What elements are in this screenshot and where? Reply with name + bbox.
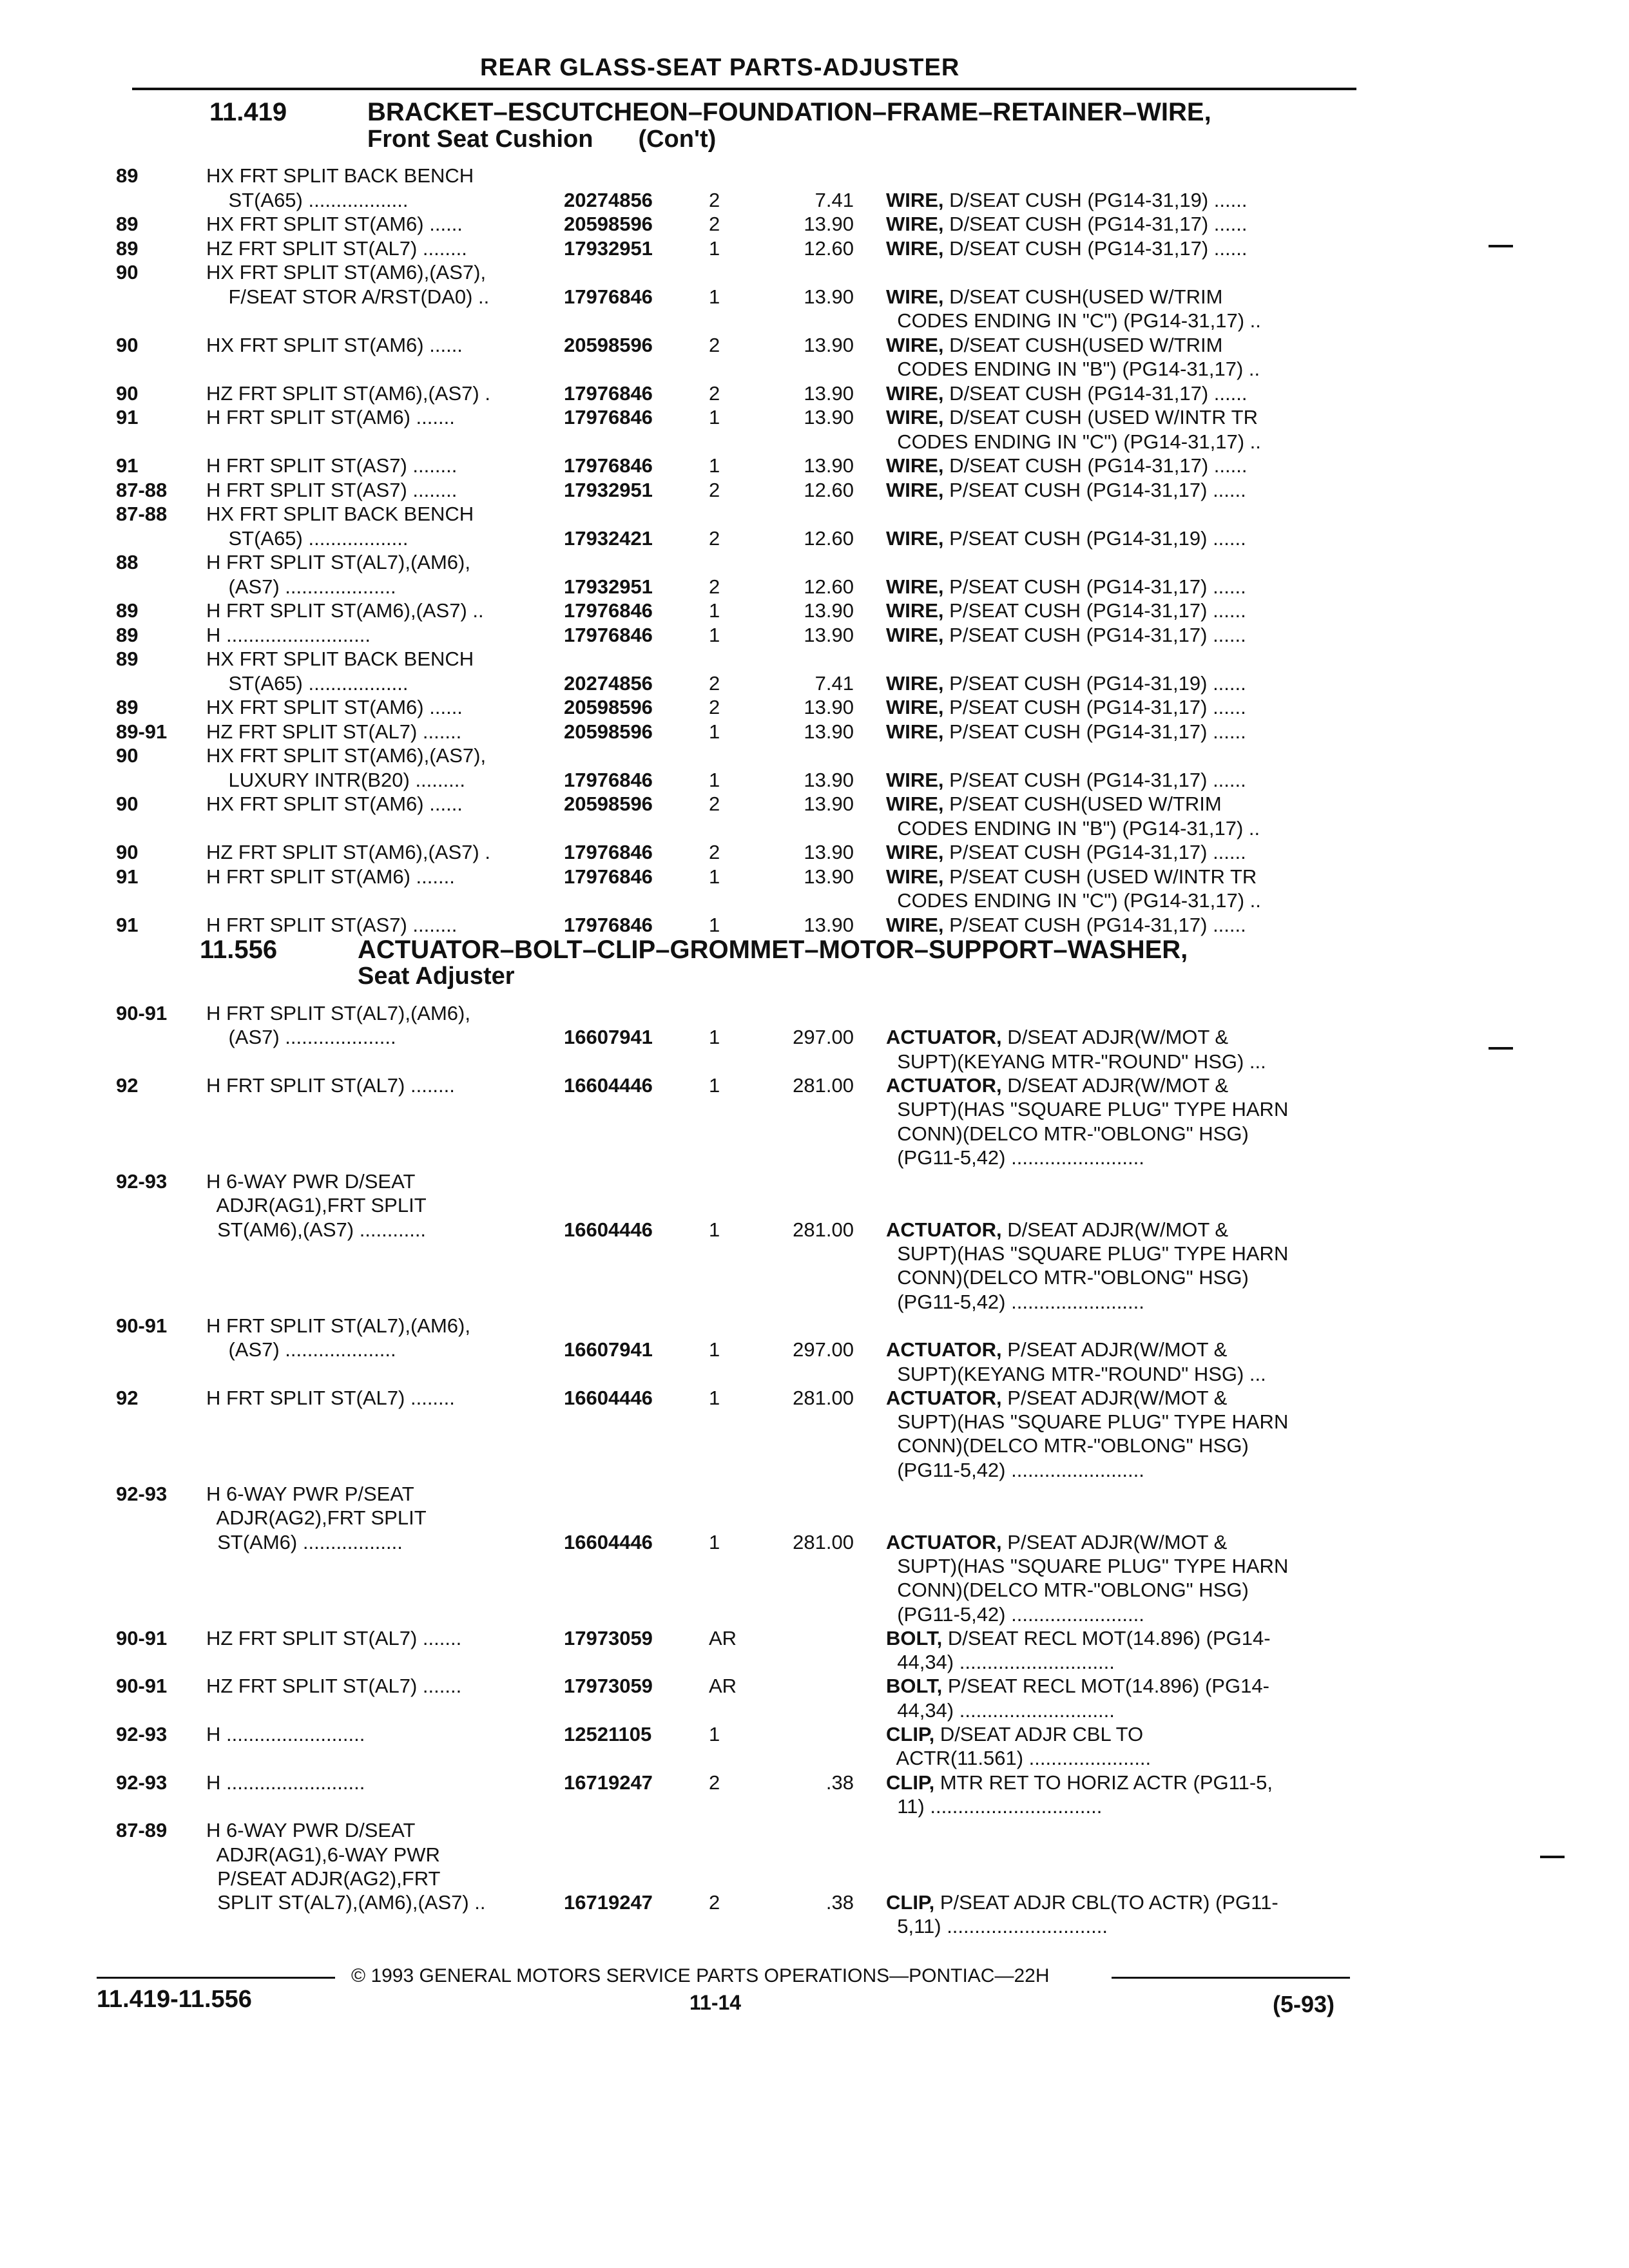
row-pn: 16719247 — [564, 1771, 653, 1794]
row-info: WIRE, D/SEAT CUSH (USED W/INTR TR — [886, 406, 1258, 428]
row-info: WIRE, D/SEAT CUSH (PG14-31,17) ...... — [886, 236, 1248, 260]
row-yr: 87-88 — [116, 478, 168, 501]
margin-mark — [1489, 1047, 1513, 1050]
row-info: 5,11) ............................. — [886, 1915, 1108, 1938]
row-pn: 17976846 — [564, 454, 653, 477]
row-pn: 17976846 — [564, 623, 653, 646]
row-info: ACTUATOR, D/SEAT ADJR(W/MOT & — [886, 1073, 1229, 1097]
row-pn: 17976846 — [564, 285, 653, 308]
row-pn: 17932951 — [564, 478, 653, 501]
row-qty: AR — [709, 1675, 737, 1698]
row-yr: 87-88 — [116, 503, 168, 525]
row-desc: HX FRT SPLIT ST(AM6) ...... — [206, 213, 463, 235]
row-price: 7.41 — [815, 188, 854, 211]
row-qty: 2 — [709, 793, 720, 815]
row-desc: H 6-WAY PWR P/SEAT — [206, 1483, 414, 1505]
row-qty: 1 — [709, 1218, 720, 1241]
row-desc: H FRT SPLIT ST(AM6),(AS7) .. — [206, 599, 484, 622]
row-desc: ADJR(AG1),FRT SPLIT — [206, 1194, 427, 1217]
row-info: WIRE, P/SEAT CUSH (PG14-31,19) ...... — [886, 526, 1246, 550]
section-subtitle: Seat Adjuster — [358, 963, 515, 990]
row-desc: H FRT SPLIT ST(AS7) ........ — [206, 454, 458, 477]
row-price: 13.90 — [804, 213, 854, 235]
row-qty: 2 — [709, 696, 720, 718]
row-qty: 2 — [709, 381, 720, 405]
row-desc: ST(AM6),(AS7) ............ — [206, 1218, 427, 1241]
row-info: SUPT)(HAS "SQUARE PLUG" TYPE HARN — [886, 1410, 1289, 1434]
row-price: 12.60 — [804, 236, 854, 260]
row-desc: H FRT SPLIT ST(AM6) ....... — [206, 865, 455, 888]
row-qty: 2 — [709, 575, 720, 598]
row-price: 13.90 — [804, 913, 854, 936]
row-yr: 90 — [116, 744, 139, 767]
row-pn: 17932951 — [564, 236, 653, 260]
row-desc: F/SEAT STOR A/RST(DA0) .. — [206, 285, 490, 308]
row-info: ACTR(11.561) ...................... — [886, 1747, 1152, 1770]
row-yr: 91 — [116, 865, 139, 888]
row-qty: 1 — [709, 1073, 720, 1097]
row-price: 13.90 — [804, 720, 854, 743]
row-pn: 17976846 — [564, 865, 653, 888]
row-price: 13.90 — [804, 768, 854, 791]
row-desc: HX FRT SPLIT ST(AM6) ...... — [206, 696, 463, 718]
row-yr: 90 — [116, 841, 139, 863]
row-qty: 1 — [709, 454, 720, 477]
row-pn: 16719247 — [564, 1891, 653, 1914]
row-qty: 1 — [709, 913, 720, 936]
footer-date: (5-93) — [1273, 1991, 1335, 2017]
row-info: CLIP, D/SEAT ADJR CBL TO — [886, 1723, 1144, 1745]
row-info: WIRE, P/SEAT CUSH(USED W/TRIM — [886, 793, 1222, 815]
row-pn: 20274856 — [564, 188, 653, 211]
row-desc: HX FRT SPLIT BACK BENCH — [206, 164, 474, 187]
row-desc: H FRT SPLIT ST(AL7) ........ — [206, 1073, 455, 1097]
section-subtitle — [367, 126, 716, 153]
row-pn: 17976846 — [564, 768, 653, 791]
row-price: 12.60 — [804, 526, 854, 550]
row-desc: ADJR(AG2),FRT SPLIT — [206, 1506, 427, 1530]
row-info: WIRE, P/SEAT CUSH (PG14-31,17) ...... — [886, 768, 1246, 791]
row-info: WIRE, P/SEAT CUSH (USED W/INTR TR — [886, 865, 1257, 888]
row-qty: 1 — [709, 768, 720, 791]
row-pn: 16604446 — [564, 1073, 653, 1097]
row-price: 12.60 — [804, 575, 854, 598]
row-price: 13.90 — [804, 406, 854, 428]
row-info: CODES ENDING IN "B") (PG14-31,17) .. — [886, 816, 1260, 840]
row-price: 13.90 — [804, 381, 854, 405]
row-info: 44,34) ............................ — [886, 1698, 1115, 1722]
row-info: CODES ENDING IN "C") (PG14-31,17) .. — [886, 309, 1261, 332]
row-info: WIRE, P/SEAT CUSH (PG14-31,17) ...... — [886, 599, 1246, 622]
row-desc: ST(A65) .................. — [206, 526, 409, 550]
row-price: 13.90 — [804, 841, 854, 863]
row-yr: 89 — [116, 599, 139, 622]
row-qty: 2 — [709, 671, 720, 695]
row-yr: 90-91 — [116, 1002, 168, 1024]
footer-rule-right — [1112, 1977, 1350, 1979]
row-pn: 17976846 — [564, 599, 653, 622]
row-pn: 12521105 — [564, 1723, 652, 1745]
row-info: 11) ............................... — [886, 1794, 1103, 1818]
margin-mark — [1489, 245, 1513, 247]
row-price: 281.00 — [793, 1386, 854, 1409]
footer-section-range: 11.419-11.556 — [97, 1986, 252, 2013]
row-desc: HX FRT SPLIT ST(AM6) ...... — [206, 793, 463, 815]
row-info: BOLT, D/SEAT RECL MOT(14.896) (PG14- — [886, 1626, 1271, 1649]
row-desc: HZ FRT SPLIT ST(AL7) ....... — [206, 1675, 462, 1698]
row-desc: HX FRT SPLIT ST(AM6),(AS7), — [206, 261, 487, 284]
row-yr: 92-93 — [116, 1170, 168, 1193]
row-price: 281.00 — [793, 1218, 854, 1241]
row-yr: 90 — [116, 381, 139, 405]
row-pn: 17976846 — [564, 406, 653, 428]
row-info: SUPT)(KEYANG MTR-"ROUND" HSG) ... — [886, 1362, 1266, 1385]
row-desc: HX FRT SPLIT ST(AM6),(AS7), — [206, 744, 487, 767]
row-desc: HZ FRT SPLIT ST(AL7) ....... — [206, 720, 462, 743]
row-qty: 2 — [709, 1771, 720, 1794]
row-info: BOLT, P/SEAT RECL MOT(14.896) (PG14- — [886, 1675, 1269, 1698]
row-qty: 1 — [709, 865, 720, 888]
row-yr: 90 — [116, 333, 139, 356]
section-title: BRACKET–ESCUTCHEON–FOUNDATION–FRAME–RETAINER–WIRE, — [367, 98, 1211, 126]
row-desc: HX FRT SPLIT BACK BENCH — [206, 503, 474, 525]
row-yr: 89 — [116, 213, 139, 235]
row-info: ACTUATOR, D/SEAT ADJR(W/MOT & — [886, 1218, 1229, 1241]
row-yr: 91 — [116, 454, 139, 477]
row-qty: 1 — [709, 1338, 720, 1361]
row-info: WIRE, P/SEAT CUSH (PG14-31,17) ...... — [886, 623, 1246, 646]
continued-label: (Con't) — [638, 126, 717, 153]
row-info: WIRE, P/SEAT CUSH (PG14-31,17) ...... — [886, 478, 1246, 501]
row-price: 13.90 — [804, 599, 854, 622]
row-desc: HZ FRT SPLIT ST(AM6),(AS7) . — [206, 381, 490, 405]
row-desc: H 6-WAY PWR D/SEAT — [206, 1170, 416, 1193]
row-desc: ADJR(AG1),6-WAY PWR — [206, 1843, 440, 1866]
row-desc: H ......................... — [206, 1723, 365, 1745]
row-pn: 20598596 — [564, 720, 653, 743]
row-info: SUPT)(HAS "SQUARE PLUG" TYPE HARN — [886, 1554, 1289, 1577]
row-price: .38 — [825, 1771, 854, 1794]
row-pn: 16607941 — [564, 1338, 653, 1361]
row-info: CONN)(DELCO MTR-"OBLONG" HSG) — [886, 1266, 1249, 1289]
header-rule — [132, 88, 1356, 90]
row-qty: 1 — [709, 406, 720, 428]
row-desc: SPLIT ST(AL7),(AM6),(AS7) .. — [206, 1891, 486, 1914]
row-info: ACTUATOR, P/SEAT ADJR(W/MOT & — [886, 1386, 1228, 1409]
row-price: 13.90 — [804, 696, 854, 718]
row-qty: 1 — [709, 1530, 720, 1553]
row-pn: 16607941 — [564, 1026, 653, 1049]
row-desc: P/SEAT ADJR(AG2),FRT — [206, 1867, 441, 1890]
row-desc: (AS7) .................... — [206, 1338, 396, 1361]
row-price: 13.90 — [804, 454, 854, 477]
row-yr: 91 — [116, 913, 139, 936]
row-info: WIRE, D/SEAT CUSH (PG14-31,17) ...... — [886, 213, 1248, 235]
row-price: .38 — [825, 1891, 854, 1914]
row-info: (PG11-5,42) ........................ — [886, 1146, 1144, 1169]
row-info: WIRE, P/SEAT CUSH (PG14-31,19) ...... — [886, 671, 1246, 695]
row-info: ACTUATOR, P/SEAT ADJR(W/MOT & — [886, 1338, 1228, 1361]
row-qty: 1 — [709, 720, 720, 743]
row-yr: 89 — [116, 236, 139, 260]
row-desc: H .......................... — [206, 623, 371, 646]
row-price: 13.90 — [804, 285, 854, 308]
row-desc: ST(A65) .................. — [206, 188, 409, 211]
row-pn: 17973059 — [564, 1675, 653, 1698]
row-price: 297.00 — [793, 1338, 854, 1361]
row-info: WIRE, P/SEAT CUSH (PG14-31,17) ...... — [886, 841, 1246, 863]
row-info: WIRE, D/SEAT CUSH (PG14-31,19) ...... — [886, 188, 1248, 211]
row-info: WIRE, D/SEAT CUSH(USED W/TRIM — [886, 285, 1223, 308]
row-info: ACTUATOR, D/SEAT ADJR(W/MOT & — [886, 1026, 1229, 1049]
row-desc: H FRT SPLIT ST(AL7),(AM6), — [206, 1314, 470, 1337]
row-pn: 20598596 — [564, 793, 653, 815]
row-pn: 17976846 — [564, 841, 653, 863]
row-desc: H FRT SPLIT ST(AL7),(AM6), — [206, 551, 470, 573]
row-yr: 90-91 — [116, 1626, 168, 1649]
row-price: 13.90 — [804, 793, 854, 815]
row-price: 281.00 — [793, 1530, 854, 1553]
row-info: (PG11-5,42) ........................ — [886, 1602, 1144, 1626]
row-info: WIRE, D/SEAT CUSH (PG14-31,17) ...... — [886, 381, 1248, 405]
row-qty: 1 — [709, 1723, 720, 1745]
row-info: SUPT)(HAS "SQUARE PLUG" TYPE HARN — [886, 1242, 1289, 1265]
row-desc: H FRT SPLIT ST(AS7) ........ — [206, 913, 458, 936]
row-info: ACTUATOR, P/SEAT ADJR(W/MOT & — [886, 1530, 1228, 1553]
row-desc: H FRT SPLIT ST(AS7) ........ — [206, 478, 458, 501]
row-desc: H ......................... — [206, 1771, 365, 1794]
row-info: CODES ENDING IN "C") (PG14-31,17) .. — [886, 430, 1261, 453]
row-desc: HZ FRT SPLIT ST(AM6),(AS7) . — [206, 841, 490, 863]
row-yr: 89 — [116, 164, 139, 187]
row-pn: 16604446 — [564, 1530, 653, 1553]
row-yr: 89-91 — [116, 720, 168, 743]
row-qty: 1 — [709, 236, 720, 260]
row-pn: 16604446 — [564, 1386, 653, 1409]
row-yr: 89 — [116, 648, 139, 670]
footer-rule-left — [97, 1977, 335, 1979]
row-price: 7.41 — [815, 671, 854, 695]
row-price: 13.90 — [804, 623, 854, 646]
row-info: CODES ENDING IN "B") (PG14-31,17) .. — [886, 358, 1260, 380]
row-yr: 88 — [116, 551, 139, 573]
row-desc: ST(AM6) .................. — [206, 1530, 403, 1553]
row-desc: H FRT SPLIT ST(AL7),(AM6), — [206, 1002, 470, 1024]
footer-page-number: 11-14 — [689, 1991, 742, 2014]
row-pn: 16604446 — [564, 1218, 653, 1241]
row-yr: 90 — [116, 261, 139, 284]
section-number: 11.556 — [200, 936, 278, 964]
row-desc: HZ FRT SPLIT ST(AL7) ....... — [206, 1626, 462, 1649]
row-qty: 2 — [709, 1891, 720, 1914]
row-desc: H FRT SPLIT ST(AM6) ....... — [206, 406, 455, 428]
row-desc: HX FRT SPLIT BACK BENCH — [206, 648, 474, 670]
row-yr: 90-91 — [116, 1314, 168, 1337]
row-info: CODES ENDING IN "C") (PG14-31,17) .. — [886, 889, 1261, 912]
row-qty: 2 — [709, 526, 720, 550]
row-pn: 20598596 — [564, 213, 653, 235]
row-desc: H 6-WAY PWR D/SEAT — [206, 1819, 416, 1842]
section-subtitle-text: Front Seat Cushion — [367, 126, 593, 153]
row-yr: 92-93 — [116, 1483, 168, 1505]
row-qty: AR — [709, 1626, 737, 1649]
row-pn: 17973059 — [564, 1626, 653, 1649]
row-yr: 87-89 — [116, 1819, 168, 1842]
row-info: CONN)(DELCO MTR-"OBLONG" HSG) — [886, 1579, 1249, 1602]
row-info: WIRE, D/SEAT CUSH(USED W/TRIM — [886, 333, 1223, 356]
row-qty: 2 — [709, 333, 720, 356]
row-desc: H FRT SPLIT ST(AL7) ........ — [206, 1386, 455, 1409]
row-info: WIRE, P/SEAT CUSH (PG14-31,17) ...... — [886, 575, 1246, 598]
row-desc: HX FRT SPLIT ST(AM6) ...... — [206, 333, 463, 356]
row-info: WIRE, D/SEAT CUSH (PG14-31,17) ...... — [886, 454, 1248, 477]
row-qty: 1 — [709, 1026, 720, 1049]
row-info: CONN)(DELCO MTR-"OBLONG" HSG) — [886, 1434, 1249, 1457]
row-pn: 20598596 — [564, 333, 653, 356]
row-desc: LUXURY INTR(B20) ......... — [206, 768, 465, 791]
row-qty: 1 — [709, 285, 720, 308]
row-info: WIRE, P/SEAT CUSH (PG14-31,17) ...... — [886, 696, 1246, 718]
row-qty: 2 — [709, 188, 720, 211]
row-info: CONN)(DELCO MTR-"OBLONG" HSG) — [886, 1122, 1249, 1145]
row-info: SUPT)(KEYANG MTR-"ROUND" HSG) ... — [886, 1050, 1266, 1073]
row-price: 297.00 — [793, 1026, 854, 1049]
row-info: SUPT)(HAS "SQUARE PLUG" TYPE HARN — [886, 1098, 1289, 1121]
row-pn: 17976846 — [564, 913, 653, 936]
row-qty: 2 — [709, 841, 720, 863]
row-yr: 89 — [116, 696, 139, 718]
row-yr: 92 — [116, 1386, 139, 1409]
row-qty: 2 — [709, 213, 720, 235]
row-desc: (AS7) .................... — [206, 575, 396, 598]
row-yr: 91 — [116, 406, 139, 428]
page-header-title: REAR GLASS-SEAT PARTS-ADJUSTER — [480, 54, 960, 81]
row-yr: 90-91 — [116, 1675, 168, 1698]
row-yr: 92-93 — [116, 1771, 168, 1794]
row-info: CLIP, MTR RET TO HORIZ ACTR (PG11-5, — [886, 1771, 1273, 1794]
copyright-text: © 1993 GENERAL MOTORS SERVICE PARTS OPERATIONS—PONTIAC—22H — [351, 1965, 1050, 1986]
row-pn: 17976846 — [564, 381, 653, 405]
row-yr: 92 — [116, 1073, 139, 1097]
row-yr: 89 — [116, 623, 139, 646]
row-qty: 1 — [709, 599, 720, 622]
row-qty: 1 — [709, 1386, 720, 1409]
row-info: WIRE, P/SEAT CUSH (PG14-31,17) ...... — [886, 720, 1246, 743]
row-info: (PG11-5,42) ........................ — [886, 1290, 1144, 1313]
row-info: WIRE, P/SEAT CUSH (PG14-31,17) ...... — [886, 913, 1246, 936]
row-qty: 1 — [709, 623, 720, 646]
row-pn: 17932421 — [564, 526, 653, 550]
row-yr: 90 — [116, 793, 139, 815]
section-title: ACTUATOR–BOLT–CLIP–GROMMET–MOTOR–SUPPORT–WASHER, — [358, 936, 1188, 964]
row-qty: 2 — [709, 478, 720, 501]
row-pn: 20598596 — [564, 696, 653, 718]
row-yr: 92-93 — [116, 1723, 168, 1745]
row-pn: 17932951 — [564, 575, 653, 598]
row-info: (PG11-5,42) ........................ — [886, 1458, 1144, 1481]
row-info: CLIP, P/SEAT ADJR CBL(TO ACTR) (PG11- — [886, 1891, 1278, 1914]
row-price: 12.60 — [804, 478, 854, 501]
row-pn: 20274856 — [564, 671, 653, 695]
row-desc: ST(A65) .................. — [206, 671, 409, 695]
row-desc: (AS7) .................... — [206, 1026, 396, 1049]
row-price: 13.90 — [804, 865, 854, 888]
row-price: 13.90 — [804, 333, 854, 356]
section-number: 11.419 — [209, 98, 287, 126]
row-info: 44,34) ............................ — [886, 1651, 1115, 1674]
row-desc: HZ FRT SPLIT ST(AL7) ........ — [206, 236, 467, 260]
margin-mark — [1540, 1856, 1565, 1858]
row-price: 281.00 — [793, 1073, 854, 1097]
